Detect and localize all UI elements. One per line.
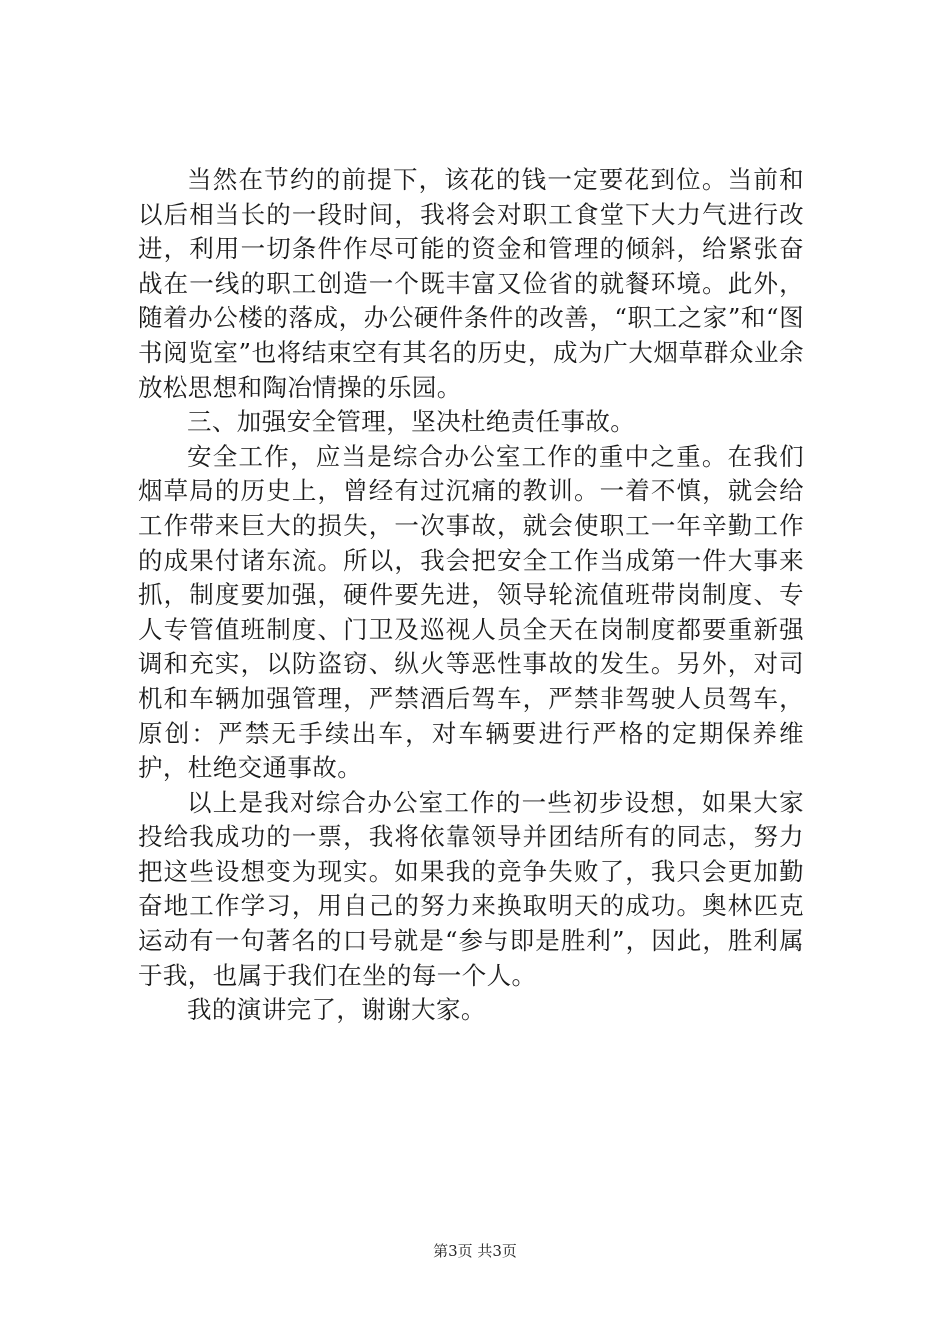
section-heading-safety: 三、加强安全管理，坚决杜绝责任事故。 bbox=[187, 407, 636, 437]
paragraph-closing: 我的演讲完了，谢谢大家。 bbox=[187, 995, 486, 1025]
document-body bbox=[138, 163, 804, 1028]
paragraph-conclusion: 以上是我对综合办公室工作的一些初步设想，如果大家投给我成功的一票，我将依靠领导并团结所有的同志，努力把这些设想变为现实。如果我的竞争失败了，我只会更加勤奋地工作学习，用自己的努力来换取明天的成功。奥林匹克运动有一句著名的口号就是“参与即是胜利”，因此，胜利属于我，也属于我们在坐的每一个人。 bbox=[138, 787, 804, 990]
paragraph-canteen-improvement: 当然在节约的前提下，该花的钱一定要花到位。当前和以后相当长的一段时间，我将会对职工食堂下大力气进行改进，利用一切条件作尽可能的资金和管理的倾斜，给紧张奋战在一线的职工创造一个既丰富又俭省的就餐环境。此外，随着办公楼的落成，办公硬件条件的改善，“职工之家”和“图书阅览室”也将结束空有其名的历史，成为广大烟草群众业余放松思想和陶冶情操的乐园。 bbox=[138, 165, 804, 402]
paragraph-safety-work: 安全工作，应当是综合办公室工作的重中之重。在我们烟草局的历史上，曾经有过沉痛的教训。一着不慎，就会给工作带来巨大的损失，一次事故，就会使职工一年辛勤工作的成果付诸东流。所以，我会把安全工作当成第一件大事来抓，制度要加强，硬件要先进，领导轮流值班带岗制度、专人专管值班制度、门卫及巡视人员全天在岗制度都要重新强调和充实，以防盗窃、纵火等恶性事故的发生。另外，对司机和车辆加强管理，严禁酒后驾车，严禁非驾驶人员驾车，原创：严禁无手续出车，对车辆要进行严格的定期保养维护，杜绝交通事故。 bbox=[138, 441, 804, 783]
page-number-footer: 第3页 共3页 bbox=[433, 1242, 517, 1260]
